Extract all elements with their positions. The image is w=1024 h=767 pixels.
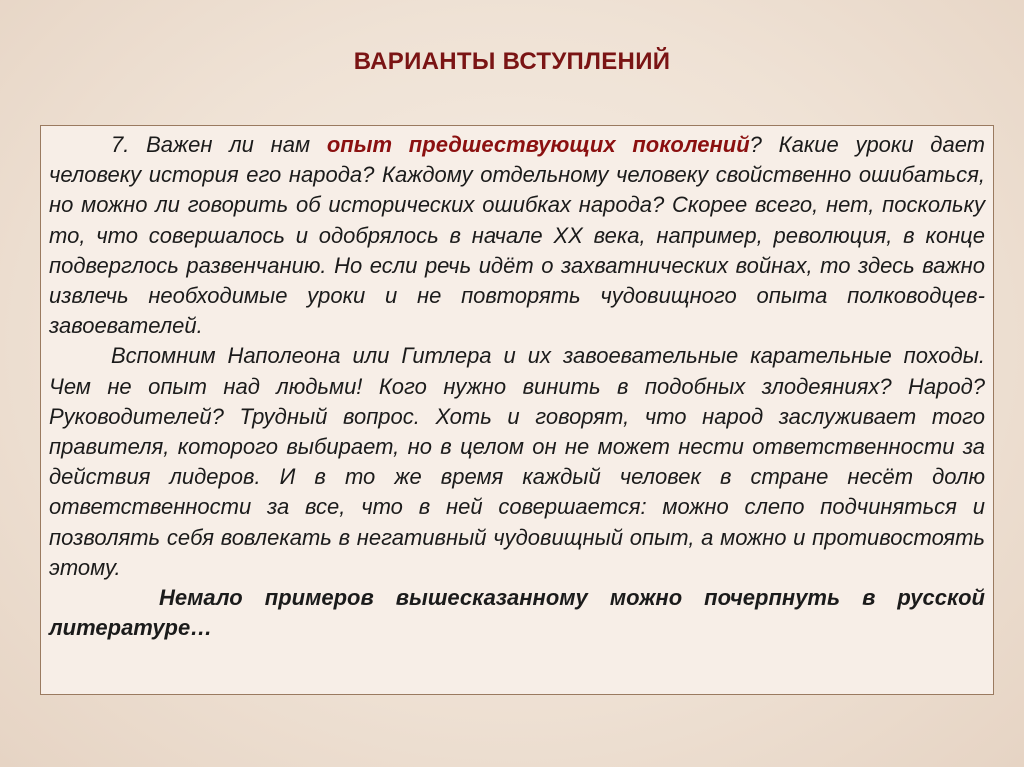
highlighted-phrase: опыт предшествующих поколений: [326, 132, 750, 157]
text-box: [40, 125, 994, 695]
paragraph-1-rest: ? Какие уроки дает человеку история его народа? Каждому отдельному человеку свойственно ошибаться, но можно ли говорить об исторических ошибках народа? Скорее всего, нет, поскольку то, что совершалось и одобрялось в начале XX века, например, революция, в конце подверглось развенчанию. Но если речь идёт о захватнических войнах, то здесь важно извлечь необходимые уроки и не повторять чудовищного опыта полководцев-завоевателей.: [49, 132, 986, 339]
slide-title: ВАРИАНТЫ ВСТУПЛЕНИЙ: [353, 48, 671, 75]
paragraph-1: [49, 130, 985, 341]
paragraph-1-start: 7. Важен ли нам: [111, 132, 327, 157]
conclusion-sentence: Немало примеров вышесказанному можно почерпнуть в русской литературе…: [49, 585, 985, 641]
paragraph-2: Вспомним Наполеона или Гитлера и их завоевательные карательные походы. Чем не опыт над людьми! Кого нужно винить в подобных злодеяниях? Народ? Руководителей? Трудный вопрос. Хоть и говорят, что народ заслуживает того правителя, которого выбирает, но в целом он не может нести ответственности за действия лидеров. И в то же время каждый человек в стране несёт долю ответственности за все, что в ней совершается: можно слепо подчиняться и позволять себя вовлекать в негативный чудовищный опыт, а можно и противостоять этому.: [49, 343, 985, 580]
